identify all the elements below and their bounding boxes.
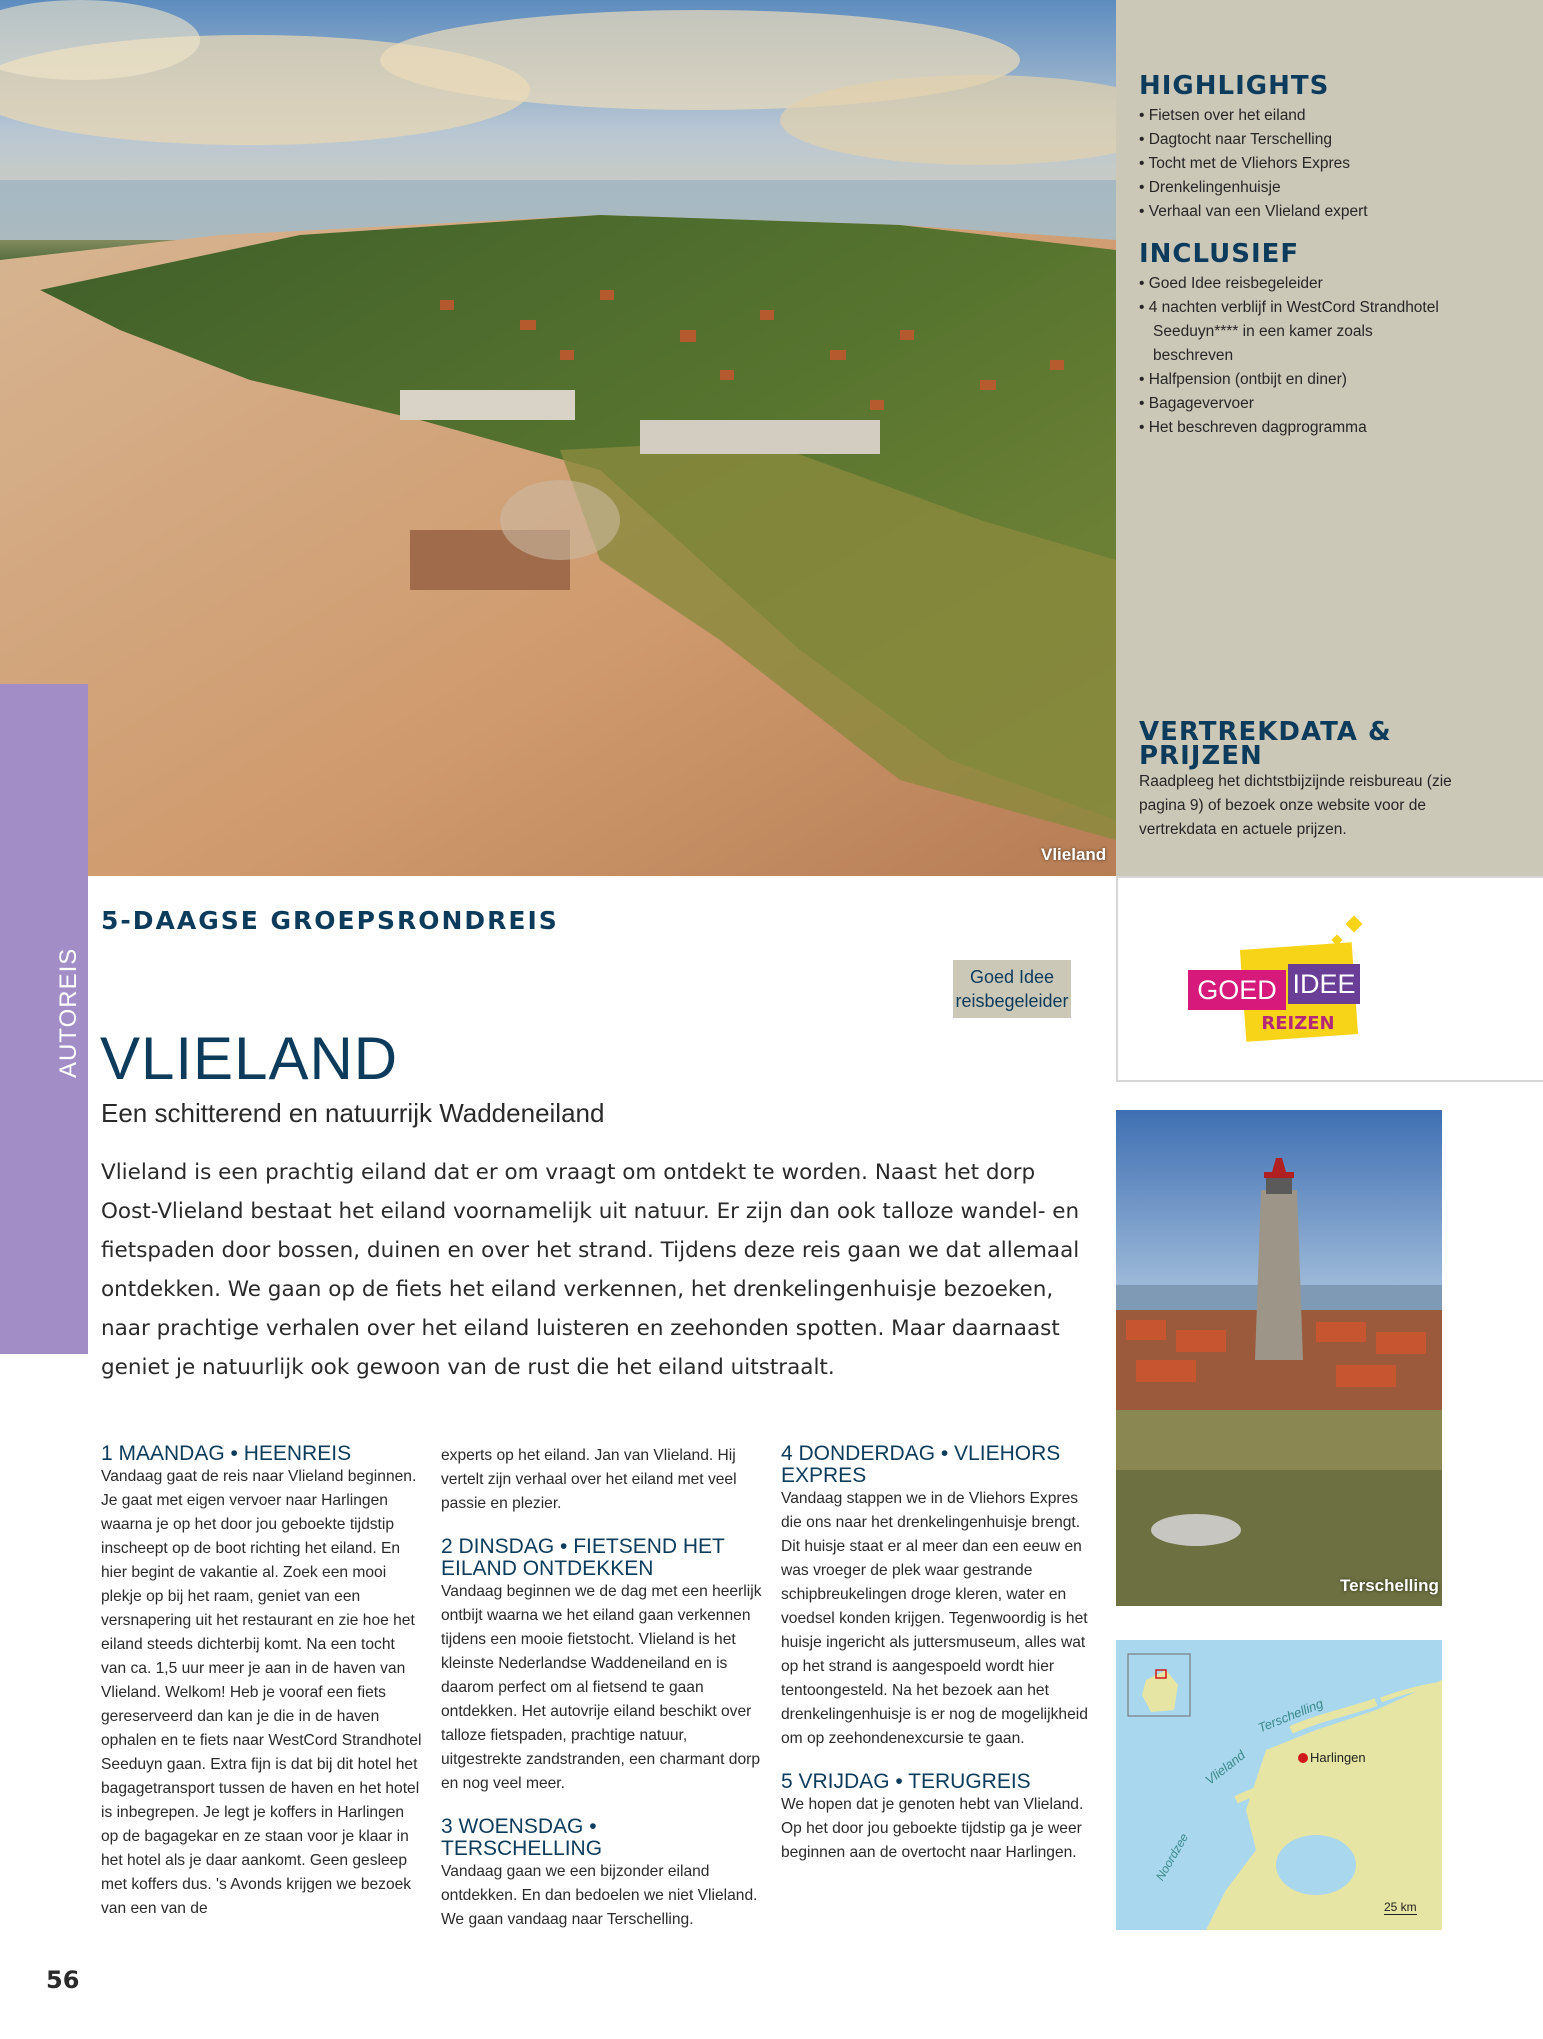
day-3-heading: 3 WOENSDAG • TERSCHELLING <box>441 1815 603 1860</box>
itinerary-column-3 <box>781 1443 1103 1865</box>
vertrekdata-section <box>1139 717 1469 842</box>
day-4-heading-line1: 4 DONDERDAG • VLIEHORS <box>781 1442 1061 1465</box>
highlights-section <box>1139 72 1529 224</box>
itinerary-column-1 <box>101 1443 423 1921</box>
hero-photo-caption: Vlieland <box>1041 845 1107 864</box>
logo-word-reizen: REIZEN <box>1261 1013 1335 1034</box>
route-map <box>1116 1640 1442 1930</box>
sidebar <box>1116 0 1543 876</box>
logo-word-idee: IDEE <box>1288 964 1360 1004</box>
day-2-heading-line2: EILAND ONTDEKKEN <box>441 1557 654 1580</box>
terschelling-photo <box>1116 1110 1442 1606</box>
day-2-heading <box>441 1536 763 1580</box>
logo-spark-icon <box>1346 916 1363 933</box>
day-3-text: Vandaag gaan we een bijzonder eiland ontdekken. En dan bedoelen we niet Vlieland. We gaan vandaag naar Terschelling. <box>441 1863 758 1928</box>
inclusief-item: • Het beschreven dagprogramma <box>1139 416 1439 440</box>
page-subtitle: Een schitterend en natuurrijk Waddeneiland <box>101 1098 605 1128</box>
day-4-heading-line2: EXPRES <box>781 1464 867 1487</box>
vertrekdata-heading-line2: PRIJZEN <box>1139 741 1263 771</box>
day-2-text: Vandaag beginnen we de dag met een heerlijk ontbijt waarna we het eiland gaan verkennen tijdens een mooie fietstocht. Vlieland is het kleinste Nederlandse Waddeneiland en is daarom perfect om al fietsend te gaan ontdekken. Het autovrije eiland beschikt over talloze fietspaden, prachtige natuur, uitgestrekte zandstranden, een charmant dorp en nog veel meer. <box>441 1583 762 1792</box>
category-side-tab-label: AUTOREIS <box>55 947 82 1078</box>
highlights-item: • Drenkelingenhuisje <box>1139 176 1529 200</box>
highlights-item: • Dagtocht naar Terschelling <box>1139 128 1529 152</box>
page-number: 56 <box>46 1966 80 1994</box>
inclusief-item: • Halfpension (ontbijt en diner) <box>1139 368 1439 392</box>
highlights-item: • Fietsen over het eiland <box>1139 104 1529 128</box>
day-1-text-continued: experts op het eiland. Jan van Vlieland. Hij vertelt zijn verhaal over het eiland met veel passie en plezier. <box>441 1447 737 1512</box>
day-1-text: Vandaag gaat de reis naar Vlieland beginnen. Je gaat met eigen vervoer naar Harlingen waarna je op het door jou geboekte tijdstip inscheept op de boot richting het eiland. En hier begint de vakantie al. Zoek een mooi plekje op bij het raam, geniet van een versnapering uit het restaurant en zie hoe het eiland steeds dichterbij komt. Na een tocht van ca. 1,5 uur meer je aan in de haven van Vlieland. Welkom! Heb je vooraf een fiets gereserveerd dan kan je die in de haven ophalen en te fiets naar WestCord Strandhotel Seeduyn gaan. Extra fijn is dat bij dit hotel het bagagetransport tussen de haven en het hotel is inbegrepen. Je legt je koffers in Harlingen op de bagagekar en ze staan voor je klaar in het hotel als je daar aankomt. Geen gesleep met koffers dus. 's Avonds krijgen we bezoek van een van de <box>101 1468 422 1917</box>
guide-badge <box>953 960 1071 1018</box>
day-5-text: We hopen dat je genoten hebt van Vlieland. Op het door jou geboekte tijdstip ga je weer beginnen aan de overtocht naar Harlingen. <box>781 1796 1084 1861</box>
intro-paragraph: Vlieland is een prachtig eiland dat er om vraagt om ontdekt te worden. Naast het dorp Oost-Vlieland bestaat het eiland voornamelijk uit natuur. Er zijn dan ook talloze wandel- en fietspaden door bossen, duinen en over het strand. Tijdens deze reis gaan we dat allemaal ontdekken. We gaan op de fiets het eiland verkennen, het drenkelingenhuisje bezoeken, naar prachtige verhalen over het eiland luisteren en zeehonden spotten. Maar daarnaast geniet je natuurlijk ook gewoon van de rust die het eiland uitstraalt. <box>101 1160 1080 1380</box>
inclusief-item: • Bagagevervoer <box>1139 392 1439 416</box>
route-map-illustration <box>1116 1640 1442 1930</box>
highlights-heading: HIGHLIGHTS <box>1139 71 1330 101</box>
highlights-item: • Verhaal van een Vlieland expert <box>1139 200 1529 224</box>
day-4-text: Vandaag stappen we in de Vliehors Expres die ons naar het drenkelingenhuisje brengt. Dit huisje staat er al meer dan een eeuw en was vroeger de plek waar gestrande schipbreukelingen droge kleren, water en voedsel konden krijgen. Tegenwoordig is het huisje ingericht als juttersmuseum, alles wat op het strand is aangespoeld wordt hier tentoongesteld. Na het bezoek aan het drenkelingenhuisje is er nog de mogelijkheid om op zeehondenexcursie te gaan. <box>781 1490 1088 1747</box>
terschelling-photo-caption: Terschelling <box>1340 1576 1439 1595</box>
day-1-heading: 1 MAANDAG • HEENREIS <box>101 1442 352 1465</box>
vertrekdata-text: Raadpleeg het dichtstbijzijnde reisbureau (zie pagina 9) of bezoek onze website voor de vertrekdata en actuele prijzen. <box>1139 773 1452 838</box>
tour-type-eyebrow: 5-DAAGSE GROEPSRONDREIS <box>101 906 559 935</box>
day-5-heading: 5 VRIJDAG • TERUGREIS <box>781 1770 1031 1793</box>
map-label-terschelling: Terschelling <box>1255 1695 1326 1736</box>
highlights-item: • Tocht met de Vliehors Expres <box>1139 152 1529 176</box>
goed-idee-reizen-logo <box>1188 918 1448 1048</box>
inclusief-list <box>1139 272 1439 440</box>
map-label-vlieland: Vlieland <box>1202 1747 1248 1788</box>
brand-logo-box <box>1116 876 1543 1082</box>
highlights-list <box>1139 104 1529 224</box>
map-scale-bar: 25 km <box>1384 1900 1417 1914</box>
map-label-noordzee: Noordzee <box>1152 1830 1192 1884</box>
day-2-heading-line1: 2 DINSDAG • FIETSEND HET <box>441 1535 725 1558</box>
map-label-harlingen: Harlingen <box>1310 1750 1366 1765</box>
vertrekdata-heading <box>1139 717 1469 771</box>
itinerary-column-2 <box>441 1444 763 1932</box>
inclusief-item: • 4 nachten verblijf in WestCord Strandhotel Seeduyn**** in een kamer zoals beschreven <box>1139 296 1439 368</box>
inclusief-heading: INCLUSIEF <box>1139 239 1300 269</box>
page-title: VLIELAND <box>100 1025 399 1092</box>
guide-badge-line2: reisbegeleider <box>955 991 1069 1011</box>
logo-word-goed: GOED <box>1188 970 1286 1010</box>
hero-photo-illustration <box>0 0 1116 876</box>
guide-badge-line1: Goed Idee <box>969 967 1055 987</box>
hero-photo <box>0 0 1116 876</box>
inclusief-item: • Goed Idee reisbegeleider <box>1139 272 1439 296</box>
inclusief-section <box>1139 240 1439 440</box>
terschelling-photo-illustration <box>1116 1110 1442 1606</box>
day-4-heading <box>781 1443 1103 1487</box>
vertrekdata-heading-line1: VERTREKDATA & <box>1139 717 1392 747</box>
